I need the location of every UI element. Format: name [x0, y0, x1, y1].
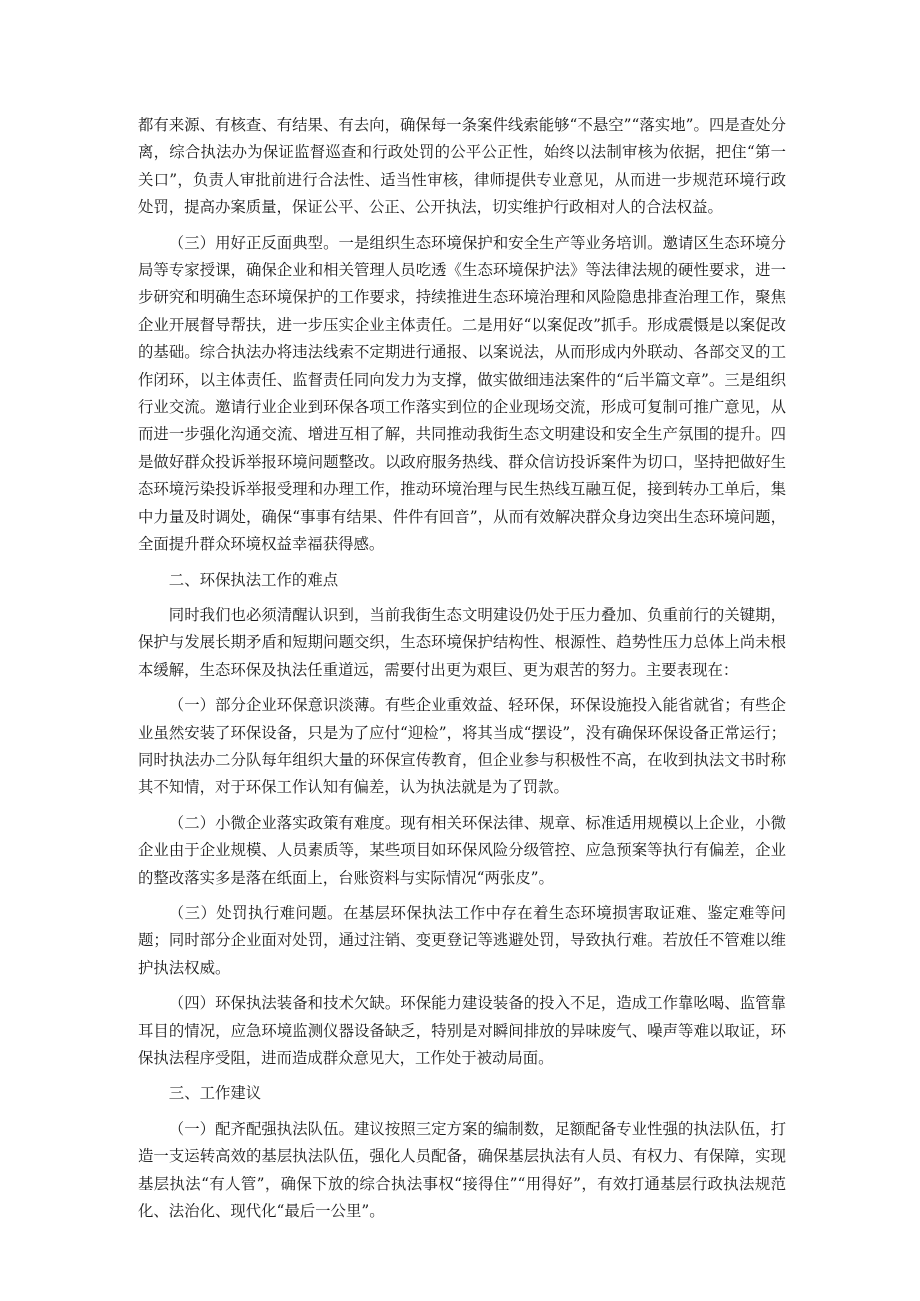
heading-difficulties: 二、环保执法工作的难点: [168, 570, 339, 589]
paragraph-intro-difficulties: 同时我们也必须清醒认识到，当前我街生态文明建设仍处于压力叠加、负重前行的关键期，保护与发展长期矛盾和短期问题交织，生态环境保护结构性、根源性、趋势性压力总体上尚未根本缓解，生态环保及执法任重道远，需要付出更为艰巨、更为艰苦的努力。主要表现在：: [138, 605, 786, 679]
paragraph-difficulty-1: （一）部分企业环保意识淡薄。有些企业重效益、轻环保，环保设施投入能省就省；有些企业虽然安装了环保设备，只是为了应付“迎检”，将其当成“摆设”，没有确保环保设备正常运行；同时执法办二分队每年组织大量的环保宣传教育，但企业参与积极性不高，在收到执法文书时称其不知情，对于环保工作认知有偏差，认为执法就是为了罚款。: [138, 696, 786, 797]
paragraph-difficulty-4: （四）环保执法装备和技术欠缺。环保能力建设装备的投入不足，造成工作靠吆喝、监管靠耳目的情况，应急环境监测仪器设备缺乏，特别是对瞬间排放的异味废气、噪声等难以取证，环保执法程序受阻，进而造成群众意见大，工作处于被动局面。: [138, 994, 786, 1067]
paragraph-section-3: （三）用好正反面典型。一是组织生态环境保护和安全生产等业务培训。邀请区生态环境分局等专家授课，确保企业和相关管理人员吃透《生态环境保护法》等法律法规的硬性要求，进一步研究和明确生态环境保护的工作要求，持续推进生态环境治理和风险隐患排查治理工作，聚焦企业开展督导帮扶，进一步压实企业主体责任。二是用好“以案促改”抓手。形成震慑是以案促改的基础。综合执法办将违法线索不定期进行通报、以案说法，从而形成内外联动、各部交叉的工作闭环，以主体责任、监督责任同向发力为支撑，做实做细违法案件的“后半篇文章”。三是组织行业交流。邀请行业企业到环保各项工作落实到位的企业现场交流，形成可复制可推广意见，从而进一步强化沟通交流、增进互相了解，共同推动我街生态文明建设和安全生产氛围的提升。四是做好群众投诉举报环境问题整改。以政府服务热线、群众信访投诉案件为切口，坚持把做好生态环境污染投诉举报受理和办理工作，推动环境治理与民生热线互融互促，接到转办工单后，集中力量及时调处，确保“事事有结果、件件有回音”，从而有效解决群众身边突出生态环境问题，全面提升群众环境权益幸福获得感。: [138, 233, 786, 554]
paragraph-suggestion-1: （一）配齐配强执法队伍。建议按照三定方案的编制数，足额配备专业性强的执法队伍，打造一支运转高效的基层执法队伍，强化人员配备，确保基层执法有人员、有权力、有保障，实现基层执法“有人管”，确保下放的综合执法事权“接得住”“用得好”，有效打通基层行政执法规范化、法治化、现代化“最后一公里”。: [138, 1119, 786, 1221]
paragraph-difficulty-3: （三）处罚执行难问题。在基层环保执法工作中存在着生态环境损害取证难、鉴定难等问题；同时部分企业面对处罚，通过注销、变更登记等逃避处罚，导致执行难。若放任不管难以维护执法权威。: [138, 903, 786, 977]
heading-suggestions: 三、工作建议: [168, 1084, 262, 1103]
paragraph-continuation: 都有来源、有核查、有结果、有去向，确保每一条案件线索能够“不悬空”“落实地”。四是查处分离，综合执法办为保证监督巡查和行政处罚的公平公正性，始终以法制审核为依据，把住“第一关口”，负责人审批前进行合法性、适当性审核，律师提供专业意见，从而进一步规范环境行政处罚，提高办案质量，保证公平、公正、公开执法，切实维护行政相对人的合法权益。: [138, 116, 786, 217]
document-page: [138, 112, 786, 1233]
paragraph-difficulty-2: （二）小微企业落实政策有难度。现有相关环保法律、规章、标准适用规模以上企业，小微企业由于企业规模、人员素质等，某些项目如环保风险分级管控、应急预案等执行有偏差，企业的整改落实多是落在纸面上，台账资料与实际情况“两张皮”。: [138, 813, 786, 887]
